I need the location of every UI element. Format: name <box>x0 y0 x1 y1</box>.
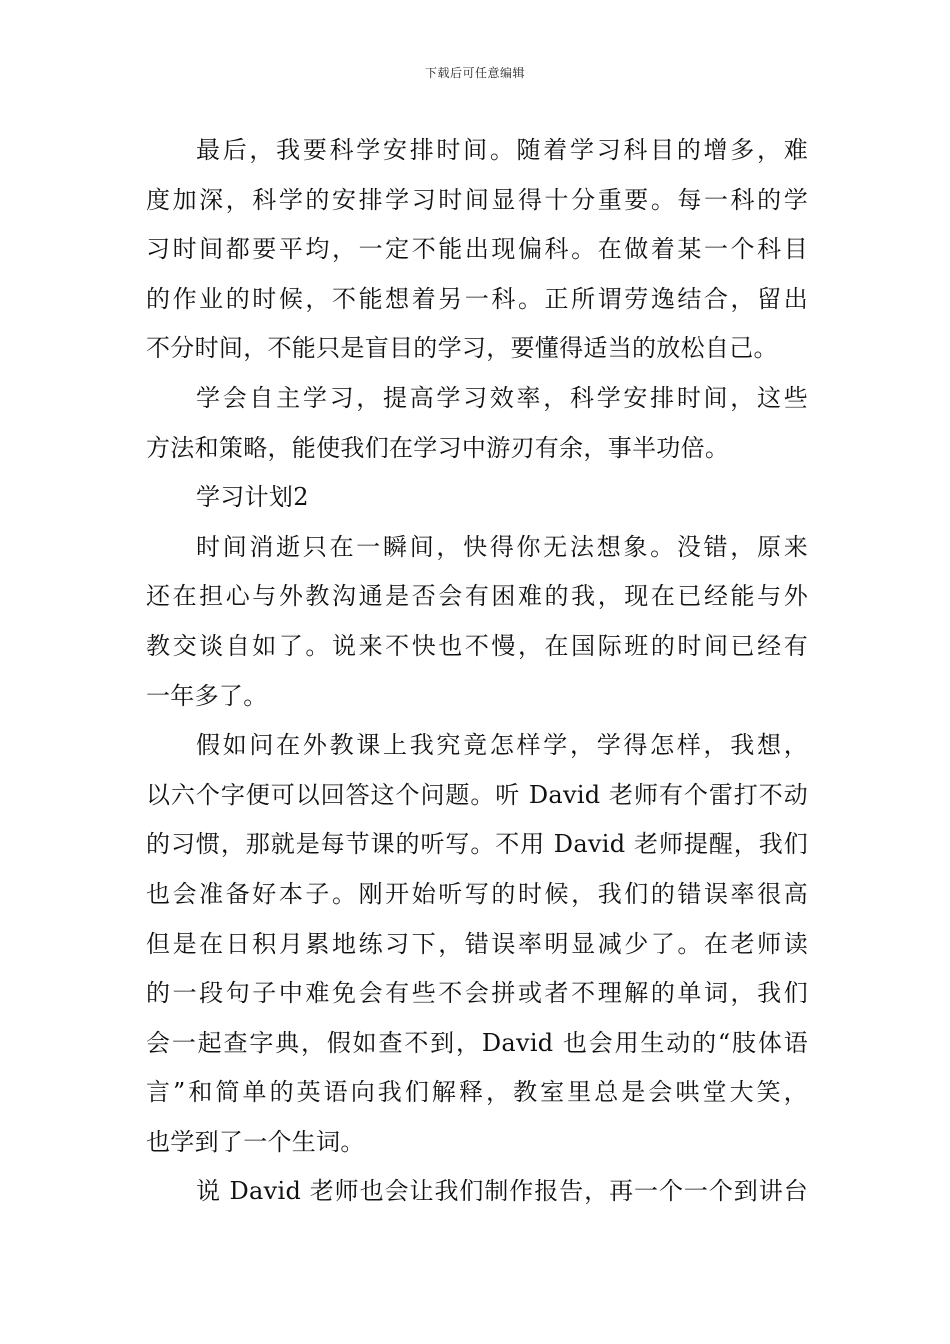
text-line: 最后，我要科学安排时间。随着学习科目的增多，难 <box>196 136 808 164</box>
text-line: 以六个字便可以回答这个问题。听 David 老师有个雷打不动 <box>146 780 808 809</box>
text-line: 度加深，科学的安排学习时间显得十分重要。每一科的学 <box>146 185 808 214</box>
text-line: 会一起查字典，假如查不到，David 也会用生动的“肢体语 <box>146 1028 808 1057</box>
text-line: 也会准备好本子。刚开始听写的时候，我们的错误率很高 <box>146 879 808 908</box>
text-line: 的作业的时候，不能想着另一科。正所谓劳逸结合，留出 <box>146 284 808 313</box>
text-line: 还在担心与外教沟通是否会有困难的我，现在已经能与外 <box>146 582 808 611</box>
text-line: 教交谈自如了。说来不快也不慢，在国际班的时间已经有 <box>146 631 808 660</box>
document-body <box>146 126 808 1217</box>
text-line: 习时间都要平均，一定不能出现偏科。在做着某一个科目 <box>146 235 808 264</box>
text-line: 假如问在外教课上我究竟怎样学，学得怎样，我想， <box>196 731 808 760</box>
text-line: 的一段句子中难免会有些不会拼或者不理解的单词，我们 <box>146 979 808 1008</box>
text-line: 言”和简单的英语向我们解释，教室里总是会哄堂大笑， <box>146 1078 808 1107</box>
text-line: 不分时间，不能只是盲目的学习，要懂得适当的放松自己。 <box>146 334 778 363</box>
text-line: 的习惯，那就是每节课的听写。不用 David 老师提醒，我们 <box>146 830 808 859</box>
section-heading: 学习计划2 <box>196 483 309 512</box>
text-line: 学会自主学习，提高学习效率，科学安排时间，这些 <box>196 383 808 412</box>
text-line: 说 David 老师也会让我们制作报告，再一个一个到讲台 <box>196 1177 808 1206</box>
text-line: 一年多了。 <box>146 681 268 710</box>
text-line: 但是在日积月累地练习下，错误率明显减少了。在老师读 <box>146 929 808 958</box>
text-line: 也学到了一个生词。 <box>146 1127 365 1156</box>
text-line: 时间消逝只在一瞬间，快得你无法想象。没错，原来 <box>196 532 808 561</box>
text-line: 方法和策略，能使我们在学习中游刃有余，事半功倍。 <box>146 433 730 462</box>
header-note: 下载后可任意编辑 <box>424 66 525 80</box>
